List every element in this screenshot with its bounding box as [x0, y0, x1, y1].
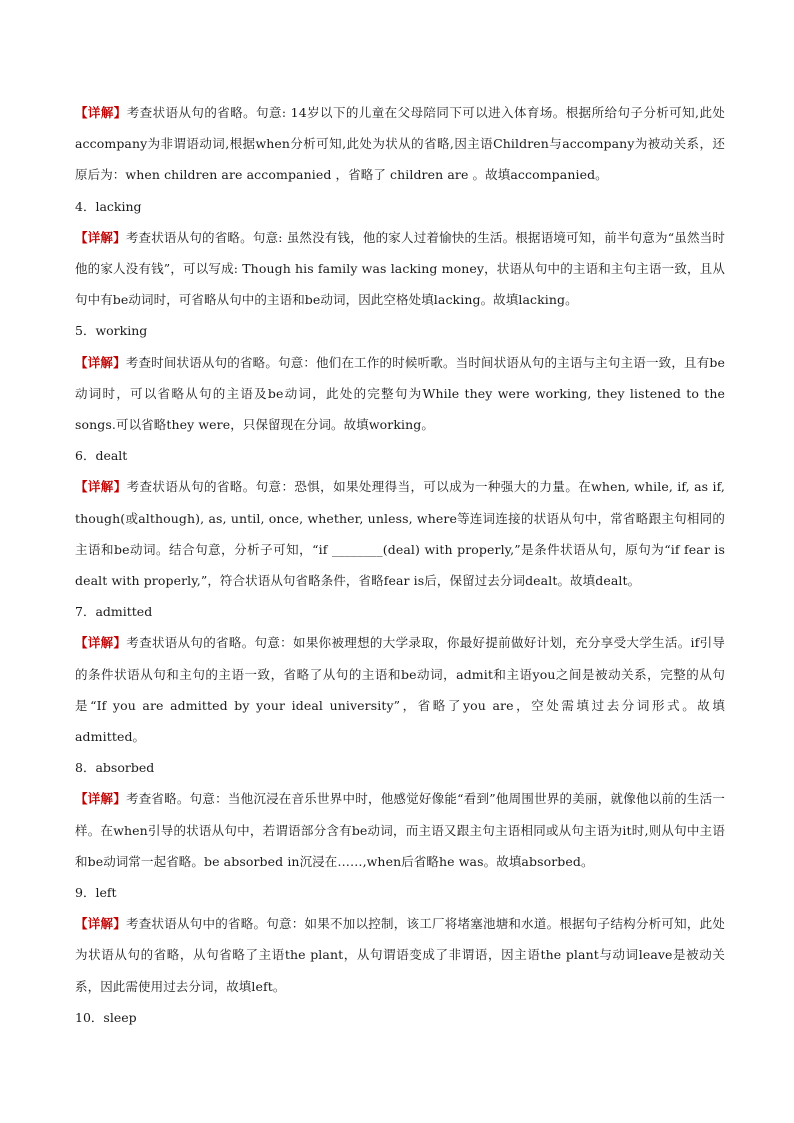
explanation-paragraph — [75, 347, 725, 441]
answer-heading: 10．sleep — [75, 1009, 137, 1025]
explanation-tag: 【详解】 — [75, 916, 126, 932]
explanation-text: 考查状语从句的省略。句意：如果你被理想的大学录取，你最好提前做好计划，充分享受大学生活。if引导的条件状语从句和主句的主语一致，省略了从句的主语和be动词，admit和主语you之间是被动关系，完整的从句是“If you are admitted by your ideal university”，省略了you are，空处需填过去分词形式。故填admitted。 — [75, 635, 725, 745]
answer-heading: 8．absorbed — [75, 760, 155, 776]
explanation-paragraph — [75, 222, 725, 316]
explanation-text: 考查状语从句中的省略。句意：如果不加以控制，该工厂将堵塞池塘和水道。根据句子结构分析可知，此处为状语从句的省略，从句省略了主语the plant，从句谓语变成了非谓语，因主语the plant与动词leave是被动关系，因此需使用过去分词，故填left。 — [75, 916, 726, 994]
explanation-tag: 【详解】 — [75, 479, 127, 495]
explanation-paragraph — [75, 97, 725, 191]
answer-heading: 9．left — [75, 885, 117, 901]
explanation-paragraph — [75, 908, 725, 1002]
explanation-paragraph — [75, 627, 725, 752]
explanation-paragraph — [75, 783, 725, 877]
explanation-paragraph — [75, 471, 725, 596]
answer-heading: 7．admitted — [75, 604, 153, 620]
explanation-tag: 【详解】 — [75, 354, 126, 370]
document-page — [75, 97, 725, 1033]
explanation-text: 考查状语从句的省略。句意：恐惧，如果处理得当，可以成为一种强大的力量。在when, while, if, as if, though(或although), as, until, once, whether, unless, where等连词连接的状语从句中，常省略跟主句相同的主语和be动词。结合句意，分析子可知，“if ________(deal) with properly,”是条件状语从句，原句为“if fear is dealt with properly,”，符合状语从句省略条件，省略fear is后，保留过去分词dealt。故填dealt。 — [75, 479, 725, 589]
explanation-text: 考查状语从句的省略。句意: 虽然没有钱，他的家人过着愉快的生活。根据语境可知，前半句意为“虽然当时他的家人没有钱”，可以写成: Though his family was lacking money，状语从句中的主语和主句主语一致，且从句中有be动词时，可省略从句中的主语和be动词，因此空格处填lacking。故填lacking。 — [75, 229, 725, 308]
explanation-tag: 【详解】 — [75, 635, 127, 651]
answer-heading: 5．working — [75, 323, 148, 339]
answer-heading: 6．dealt — [75, 448, 128, 464]
answer-heading: 4．lacking — [75, 198, 142, 214]
explanation-text: 考查状语从句的省略。句意: 14岁以下的儿童在父母陪同下可以进入体育场。根据所给句子分析可知,此处accompany为非谓语动词,根据when分析可知,此处为状从的省略,因主语Children与accompany为被动关系，还原后为：when children are accompanied ，省略了 children are 。故填accompanied。 — [75, 105, 725, 183]
explanation-text: 考查时间状语从句的省略。句意：他们在工作的时候听歌。当时间状语从句的主语与主句主语一致，且有be动词时，可以省略从句的主语及be动词，此处的完整句为While they were working, they listened to the songs.可以省略they were，只保留现在分词。故填working。 — [75, 354, 726, 433]
explanation-tag: 【详解】 — [75, 105, 127, 120]
explanation-tag: 【详解】 — [75, 791, 126, 807]
explanation-text: 考查省略。句意：当他沉浸在音乐世界中时，他感觉好像能“看到”他周围世界的美丽，就像他以前的生活一样。在when引导的状语从句中，若谓语部分含有be动词，而主语又跟主句主语相同或从句主语为it时,则从句中主语和be动词常一起省略。be absorbed in沉浸在……,when后省略he was。故填absorbed。 — [75, 791, 725, 869]
explanation-tag: 【详解】 — [75, 229, 126, 245]
